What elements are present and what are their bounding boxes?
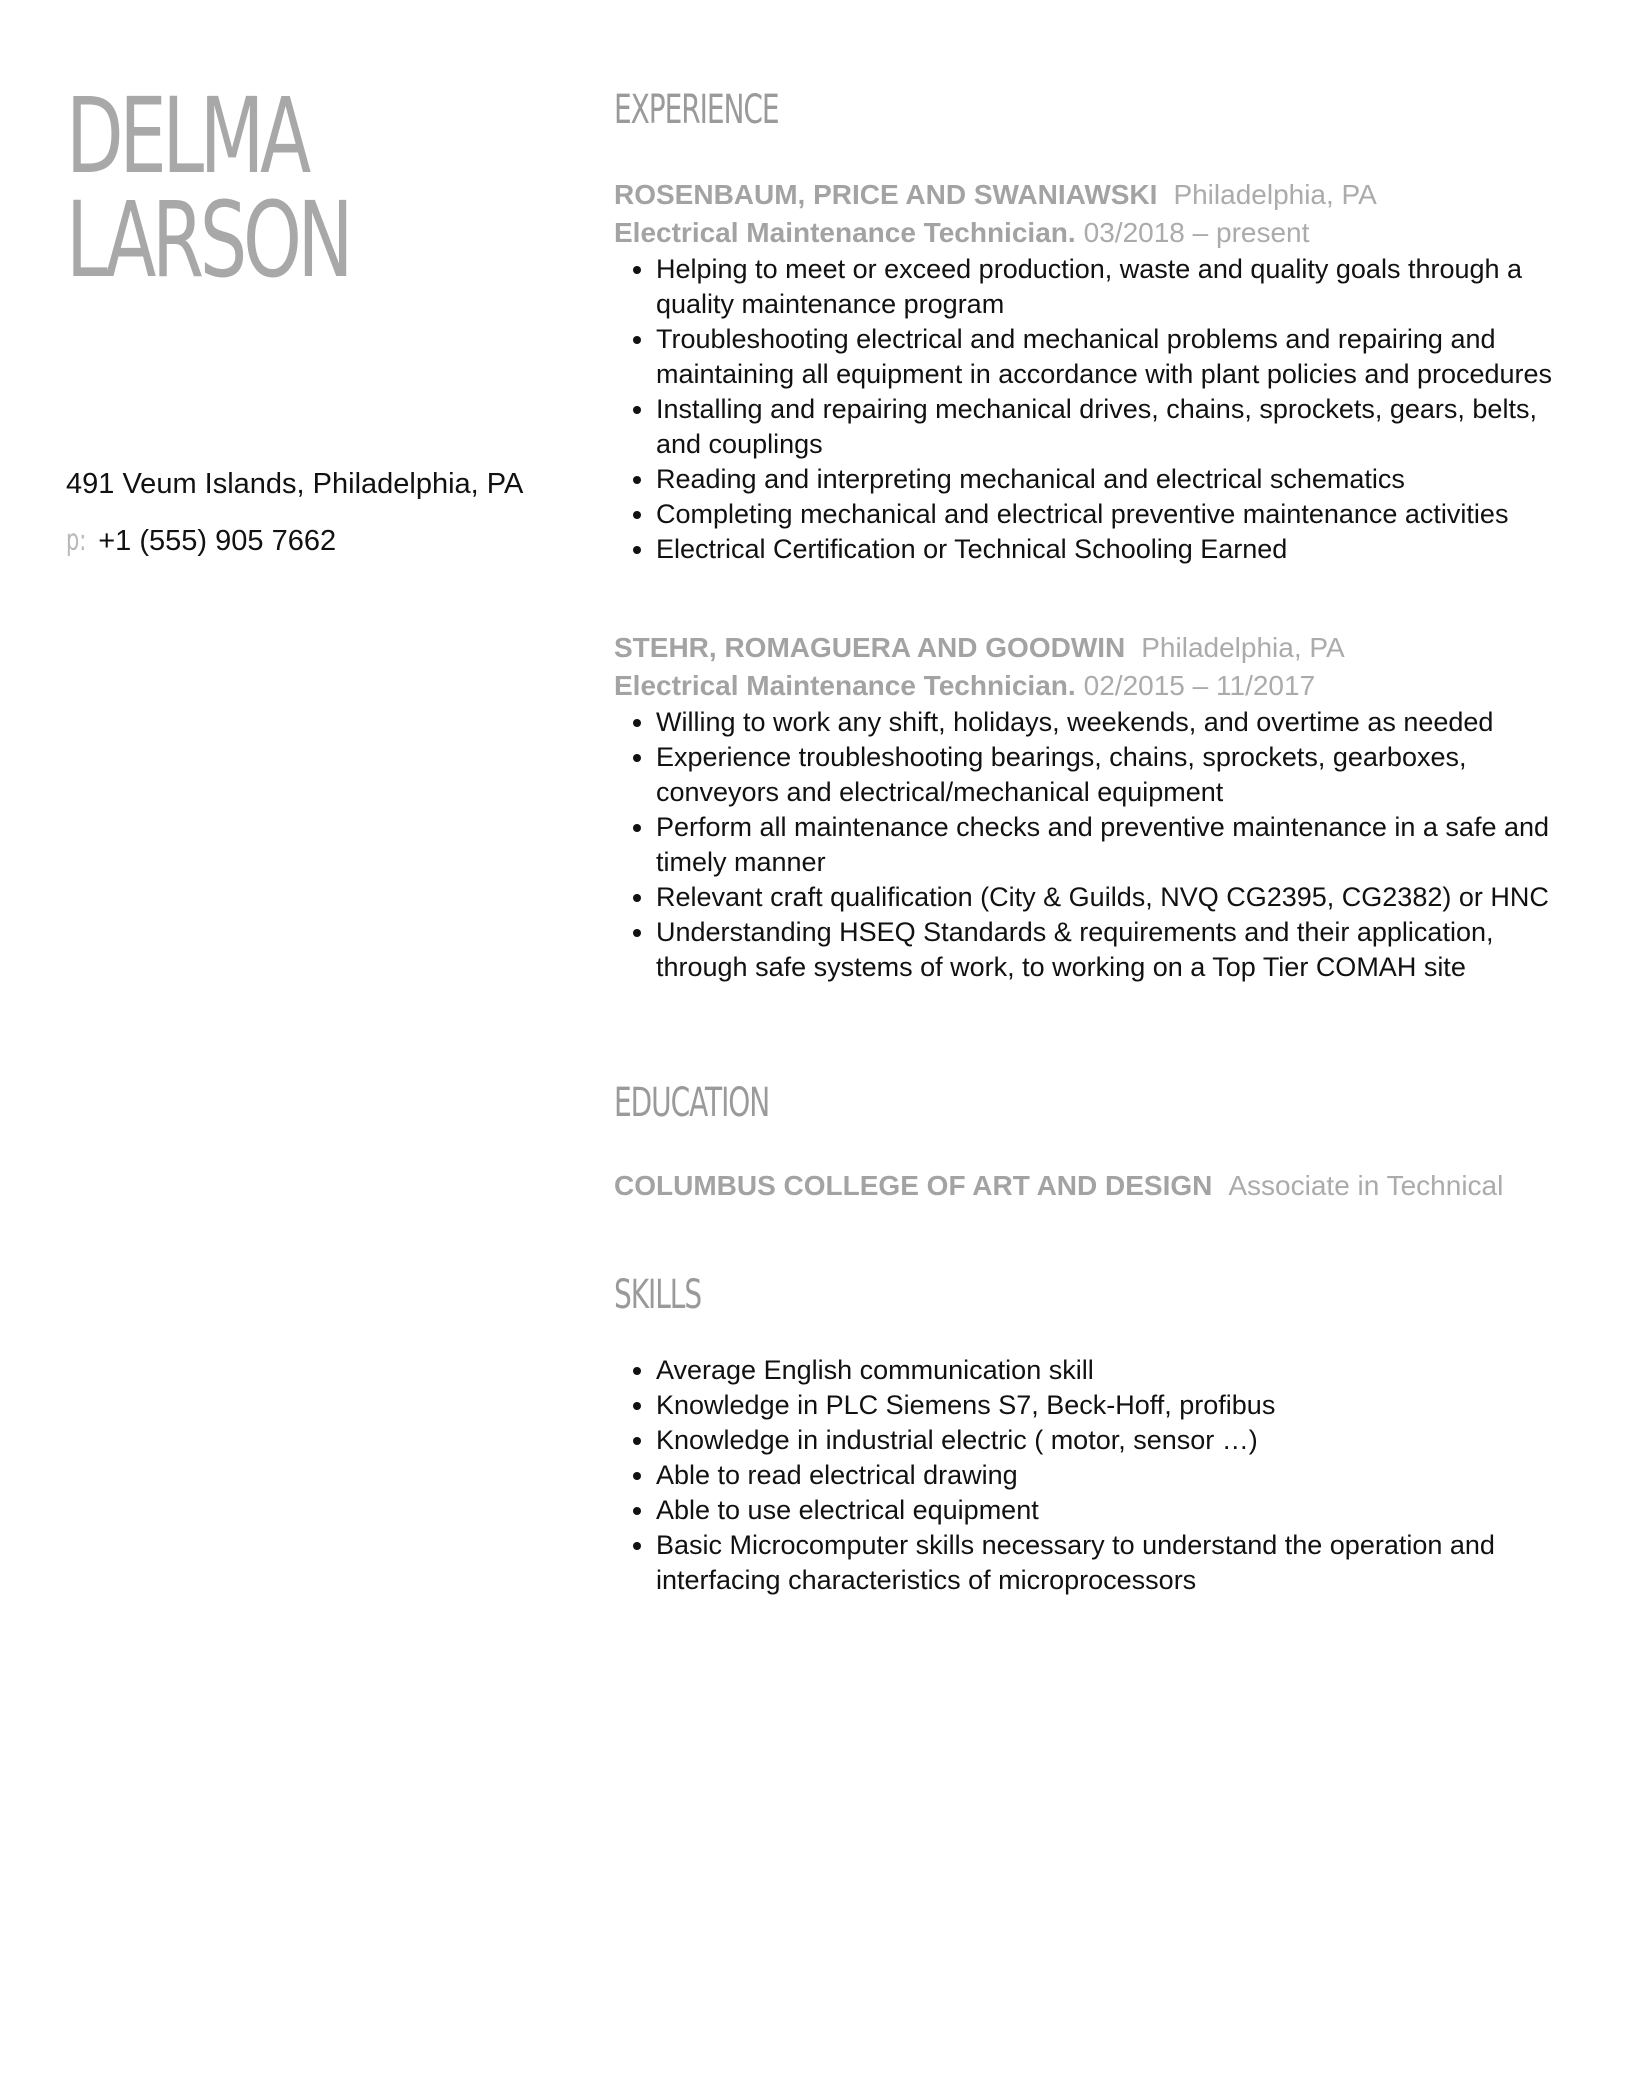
company-name: STEHR, ROMAGUERA AND GOODWIN [614, 632, 1126, 663]
list-item: Knowledge in industrial electric ( motor, sensor …) [656, 1423, 1574, 1458]
list-item: Electrical Certification or Technical Schooling Earned [656, 532, 1574, 567]
experience-heading: EXPERIENCE [614, 87, 779, 133]
job-entry [614, 629, 1574, 985]
job-dates: 03/2018 – present [1083, 217, 1310, 248]
job-title: Electrical Maintenance Technician. [614, 217, 1076, 248]
list-item: Relevant craft qualification (City & Guilds, NVQ CG2395, CG2382) or HNC [656, 880, 1574, 915]
list-item: Completing mechanical and electrical preventive maintenance activities [656, 497, 1574, 532]
list-item: Installing and repairing mechanical drives, chains, sprockets, gears, belts, and couplings [656, 392, 1574, 462]
address: 491 Veum Islands, Philadelphia, PA [66, 468, 524, 500]
job-bullets [614, 705, 1574, 985]
phone-label: p: [66, 523, 87, 557]
job-title: Electrical Maintenance Technician. [614, 670, 1076, 701]
phone-number: +1 (555) 905 7662 [98, 525, 337, 557]
left-column [66, 75, 566, 301]
job-location: Philadelphia, PA [1173, 179, 1377, 210]
education-heading: EDUCATION [614, 1080, 770, 1126]
phone-row [66, 522, 586, 559]
job-entry [614, 176, 1574, 567]
job-header [614, 176, 1574, 214]
education-entry [614, 1167, 1574, 1205]
list-item: Basic Microcomputer skills necessary to understand the operation and interfacing characteristics of microprocessors [656, 1528, 1574, 1598]
list-item: Willing to work any shift, holidays, weekends, and overtime as needed [656, 705, 1574, 740]
list-item: Understanding HSEQ Standards & requirements and their application, through safe systems of work, to working on a Top Tier COMAH site [656, 915, 1574, 985]
list-item: Able to read electrical drawing [656, 1458, 1574, 1493]
candidate-name [66, 75, 426, 301]
skills-heading: SKILLS [614, 1272, 702, 1318]
list-item: Knowledge in PLC Siemens S7, Beck-Hoff, profibus [656, 1388, 1574, 1423]
job-bullets [614, 252, 1574, 567]
role-line [614, 667, 1574, 705]
list-item: Average English communication skill [656, 1353, 1574, 1388]
list-item: Troubleshooting electrical and mechanical problems and repairing and maintaining all equipment in accordance with plant policies and procedures [656, 322, 1574, 392]
list-item: Experience troubleshooting bearings, chains, sprockets, gearboxes, conveyors and electrical/mechanical equipment [656, 740, 1574, 810]
job-dates: 02/2015 – 11/2017 [1083, 670, 1316, 701]
right-column [614, 86, 1574, 1598]
list-item: Helping to meet or exceed production, waste and quality goals through a quality maintenance program [656, 252, 1574, 322]
degree: Associate in Technical [1228, 1170, 1504, 1201]
job-location: Philadelphia, PA [1141, 632, 1345, 663]
list-item: Able to use electrical equipment [656, 1493, 1574, 1528]
skills-list [614, 1353, 1574, 1598]
company-name: ROSENBAUM, PRICE AND SWANIAWSKI [614, 179, 1158, 210]
job-header [614, 629, 1574, 667]
list-item: Reading and interpreting mechanical and electrical schematics [656, 462, 1574, 497]
first-name: DELMA [66, 75, 307, 197]
role-line [614, 214, 1574, 252]
list-item: Perform all maintenance checks and preventive maintenance in a safe and timely manner [656, 810, 1574, 880]
last-name: LARSON [66, 179, 350, 301]
school-name: COLUMBUS COLLEGE OF ART AND DESIGN [614, 1170, 1213, 1201]
contact-block [66, 466, 586, 559]
